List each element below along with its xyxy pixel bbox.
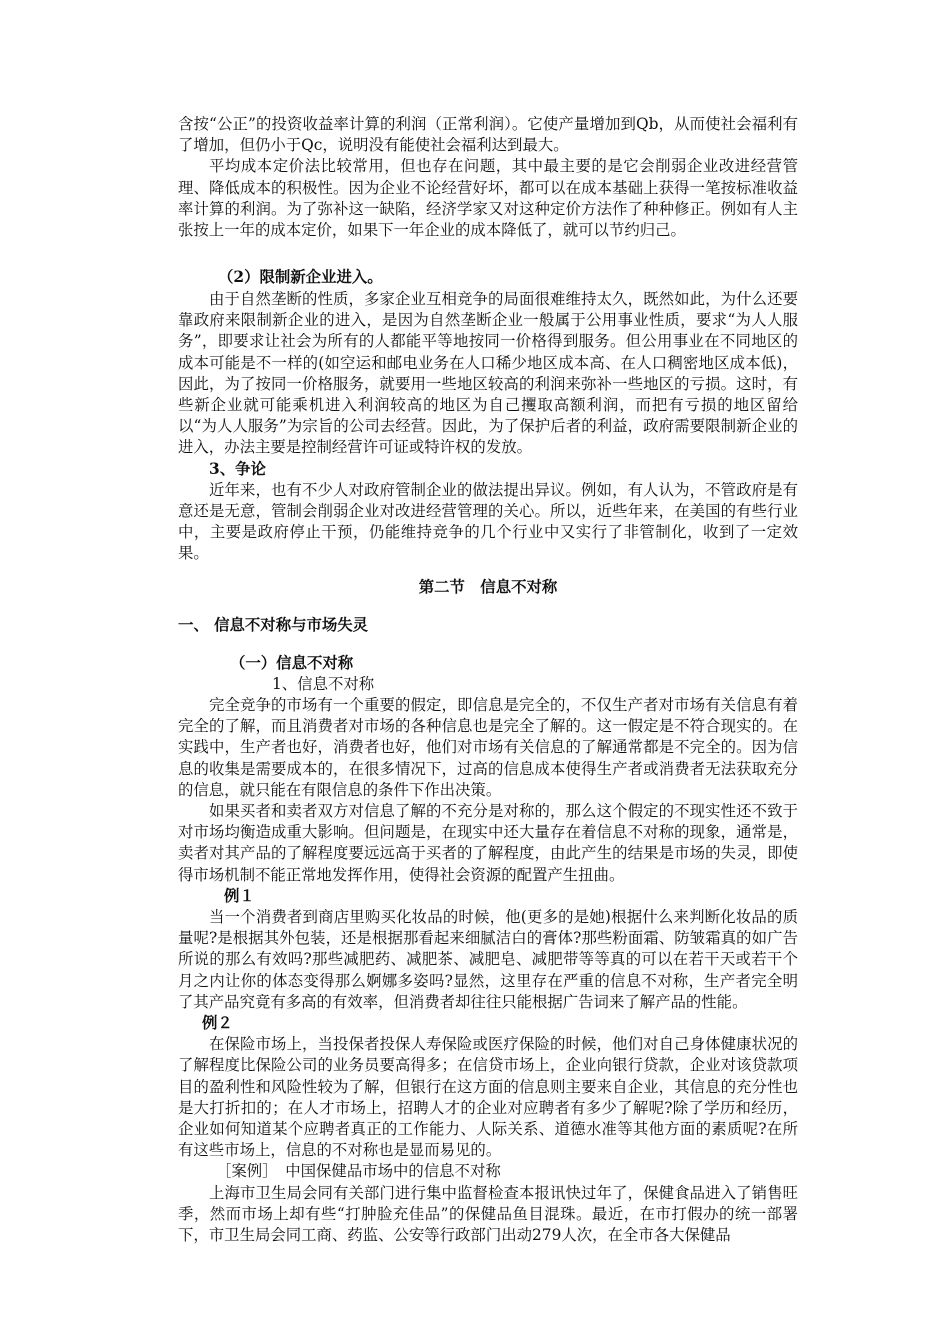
example-label-1: 例１ [224, 886, 255, 905]
paragraph: 含按“公正”的投资收益率计算的利润（正常利润）。它使产量增加到Qb，从而使社会福利有了增加，但仍小于Qc，说明没有能使社会福利达到最大。 [178, 115, 798, 155]
heading-level-2: （一）信息不对称 [230, 654, 354, 672]
paragraph: 完全竞争的市场有一个重要的假定，即信息是完全的，不仅生产者对市场有关信息有着完全的了解，而且消费者对市场的各种信息也是完全了解的。这一假定是不符合现实的。在实践中，生产者也好，消费者也好，他们对市场有关信息的了解通常都是不完全的。因为信息的收集是需要成本的，在很多情况下，过高的信息成本使得生产者或消费者无法获取充分的信息，就只能在有限信息的条件下作出决策。 [178, 696, 798, 799]
text-block-3 [178, 695, 798, 1246]
case-title: ［案例］ 中国保健品市场中的信息不对称 [216, 1162, 501, 1181]
paragraph: 如果买者和卖者双方对信息了解的不充分是对称的，那么这个假定的不现实性还不致于对市场均衡造成重大影响。但问题是，在现实中还大量存在着信息不对称的现象，通常是，卖者对其产品的了解程度要远远高于买者的了解程度，由此产生的结果是市场的失灵，即使得市场机制不能正常地发挥作用，使得社会资源的配置产生扭曲。 [178, 802, 798, 884]
paragraph: 在保险市场上，当投保者投保人寿保险或医疗保险的时候，他们对自己身体健康状况的了解程度比保险公司的业务员要高得多；在信贷市场上，企业向银行贷款，企业对该贷款项目的盈利性和风险性较为了解，但银行在这方面的信息则主要来自企业，其信息的充分性也是大打折扣的；在人才市场上，招聘人才的企业对应聘者有多少了解呢?除了学历和经历，企业如何知道某个应聘者真正的工作能力、人际关系、道德水准等其他方面的素质呢?在所有这些市场上，信息的不对称也是显而易见的。 [178, 1035, 798, 1160]
text-block-2 [178, 289, 798, 565]
paragraph: 平均成本定价法比较常用，但也存在问题，其中最主要的是它会削弱企业改进经营管理、降低成本的积极性。因为企业不论经营好坏，都可以在成本基础上获得一笔按标准收益率计算的利润。为了弥补这一缺陷，经济学家又对这种定价方法作了种种修正。例如有人主张按上一年的成本定价，如果下一年企业的成本降低了，就可以节约归己。 [178, 157, 798, 240]
paragraph: 近年来，也有不少人对政府管制企业的做法提出异议。例如，有人认为，不管政府是有意还是无意，管制会削弱企业对改进经营管理的关心。所以，近些年来，在美国的有些行业中，主要是政府停止干预，仍能维持竞争的几个行业中又实行了非管制化，收到了一定效果。 [178, 480, 798, 563]
paragraph: 上海市卫生局会同有关部门进行集中监督检查本报讯快过年了，保健食品进入了销售旺季，然而市场上却有些“打肿脸充佳品”的保健品鱼目混珠。最近，在市打假办的统一部署下，市卫生局会同工商、药监、公安等行政部门出动279人次，在全市各大保健品 [178, 1183, 798, 1245]
heading-level-3: 1、信息不对称 [272, 675, 375, 693]
paragraph: 当一个消费者到商店里购买化妆品的时候，他(更多的是她)根据什么来判断化妆品的质量呢?是根据其外包装，还是根据那看起来细腻洁白的膏体?那些粉面霜、防皱霜真的如广告所说的那么有效吗?那些减肥药、减肥茶、减肥皂、减肥带等等真的可以在若干天或若干个月之内让你的体态变得那么婀娜多姿吗?显然，这里存在严重的信息不对称，生产者完全明了其产品究竟有多高的有效率，但消费者却往往只能根据广告词来了解产品的性能。 [178, 908, 798, 1011]
text-block-1 [178, 114, 798, 241]
subheading-restrict-entry: （2）限制新企业进入。 [218, 268, 383, 286]
subheading-debate: 3、争论 [209, 459, 266, 478]
paragraph: 由于自然垄断的性质，多家企业互相竞争的局面很难维持太久，既然如此，为什么还要靠政府来限制新企业的进入，是因为自然垄断企业一般属于公用事业性质，要求“为人人服务”，即要求让社会为所有的人都能平等地按同一价格得到服务。但公用事业在不同地区的成本可能是不一样的(如空运和邮电业务在人口稀少地区成本高、在人口稠密地区成本低)，因此，为了按同一价格服务，就要用一些地区较高的利润来弥补一些地区的亏损。这时，有些新企业就可能乘机进入利润较高的地区为自己攫取高额利润，而把有亏损的地区留给以“为人人服务”为宗旨的公司去经营。因此，为了保护后者的利益，政府需要限制新企业的进入，办法主要是控制经营许可证或特许权的发放。 [178, 290, 798, 457]
heading-level-1: 一、 信息不对称与市场失灵 [178, 616, 369, 634]
example-label-2: 例２ [202, 1014, 233, 1033]
section-title: 第二节 信息不对称 [418, 578, 558, 596]
